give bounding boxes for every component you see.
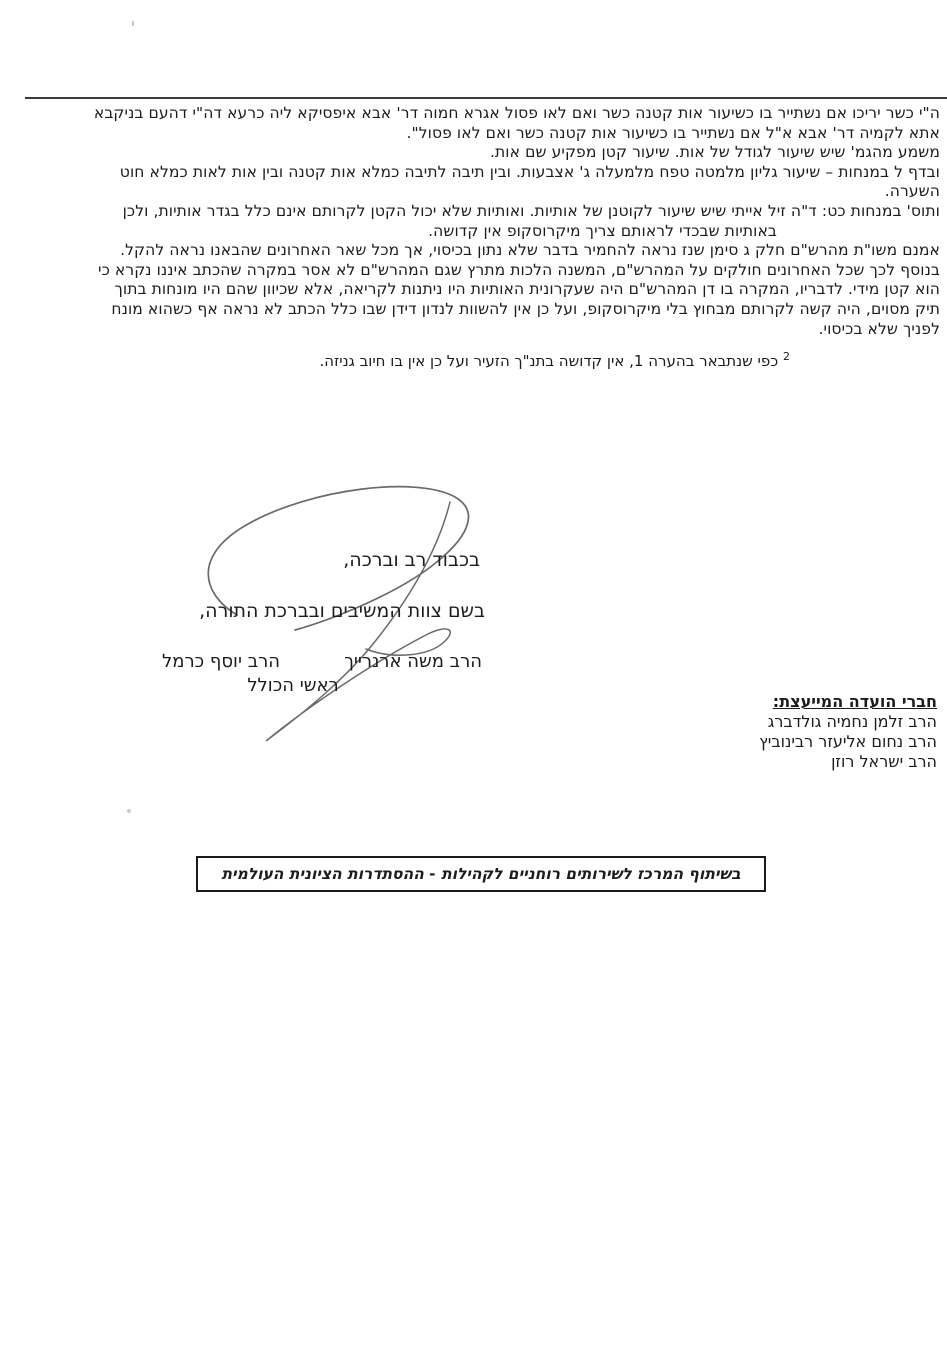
committee-member: הרב זלמן נחמיה גולדברג xyxy=(767,712,937,731)
signers-title: ראשי הכולל xyxy=(247,675,339,696)
body-line: באותיות שבכדי לראותם צריך מיקרוסקופ אין קדושה. xyxy=(428,221,777,240)
body-line: תיק מסוים, היה קשה לקרותם מבחוץ בלי מיקרוסקופ, ועל כן אין להשוות לנדון דידן שבו כלל הכתב לא נראה אף כשהוא מונח xyxy=(111,299,940,318)
advisory-committee-block xyxy=(759,692,937,772)
committee-member: הרב ישראל רוזן xyxy=(831,752,937,771)
footnote-text: כפי שנתבאר בהערה 1, אין קדושה בתנ"ך הזעיר ועל כן אין בו חיוב גניזה. xyxy=(319,352,779,371)
responsa-body-text xyxy=(25,104,940,371)
body-line: ובדף ל במנחות – שיעור גליון מלמטה טפח מלמעלה ג' אצבעות. ובין תיבה לתיבה כמלא אות קטנה ובין אות לאות כמלא חוט xyxy=(119,162,940,181)
signer-name-moshe-ehrenreich: הרב משה ארנרייך xyxy=(344,651,482,672)
closing-team-line: בשם צוות המשיבים ובברכת התורה, xyxy=(199,600,485,622)
body-line: הוא קטן מידי. לדבריו, המקרה בו דן המהרש"ם היה שעקרונית האותיות היו ניתנות לקריאה, אלא שכיוון שהם היו מונחות בתוך xyxy=(114,280,940,299)
body-line: ותוס' במנחות כט: ד"ה זיל אייתי שיש שיעור לקוטנן של אותיות. ואותיות שלא יכול הקטן לקרותם אינם כלל בגדר אותיות, ולכן xyxy=(122,201,940,220)
cooperation-footer-box xyxy=(196,856,766,892)
body-line: השערה. xyxy=(884,182,940,201)
body-line: ה"י כשר יריכו אם נשתייר בו כשיעור אות קטנה כשר ואם לאו פסול אגרא חמוה דר' אבא איפסיקא ליה כרעא דה"י דהעם בניקבא xyxy=(93,104,940,122)
footnote-2 xyxy=(25,347,940,371)
footnote-marker: 2 xyxy=(783,350,790,364)
closing-salutation: בכבוד רב וברכה, xyxy=(343,549,480,571)
committee-heading: חברי הועדה המייעצת: xyxy=(772,692,937,711)
body-line: משמע מהגמ' שיש שיעור לגודל של אות. שיעור קטן מפקיע שם אות. xyxy=(489,143,940,162)
body-line: אתא לקמיה דר' אבא א"ל אם נשתייר בו כשיעור אות קטנה כשר ואם לאו פסול". xyxy=(406,123,940,142)
body-line: בנוסף לכך שכל האחרונים חולקים על המהרש"ם, המשנה הלכות מתרץ שגם המהרש"ם לא אסר במקרה שהכתב איננו נקרא כי xyxy=(98,260,940,279)
body-line: לפניך שלא בכיסוי. xyxy=(818,319,940,338)
header-divider-rule xyxy=(25,97,947,99)
committee-member: הרב נחום אליעזר רבינוביץ xyxy=(759,732,937,751)
signer-name-yosef-carmel: הרב יוסף כרמל xyxy=(162,651,281,672)
scan-artifact-speck xyxy=(127,809,131,813)
signers-row xyxy=(162,651,482,672)
scan-artifact-speck xyxy=(132,21,134,26)
footer-box-text: בשיתוף המרכז לשירותים רוחניים לקהילות - ההסתדרות הציונית העולמית xyxy=(221,865,741,883)
body-line: אמנם משו"ת מהרש"ם חלק ג סימן שנז נראה להחמיר בדבר שלא נתון בכיסוי, אך מכל שאר האחרונים שהבאנו נראה להקל. xyxy=(120,241,940,260)
